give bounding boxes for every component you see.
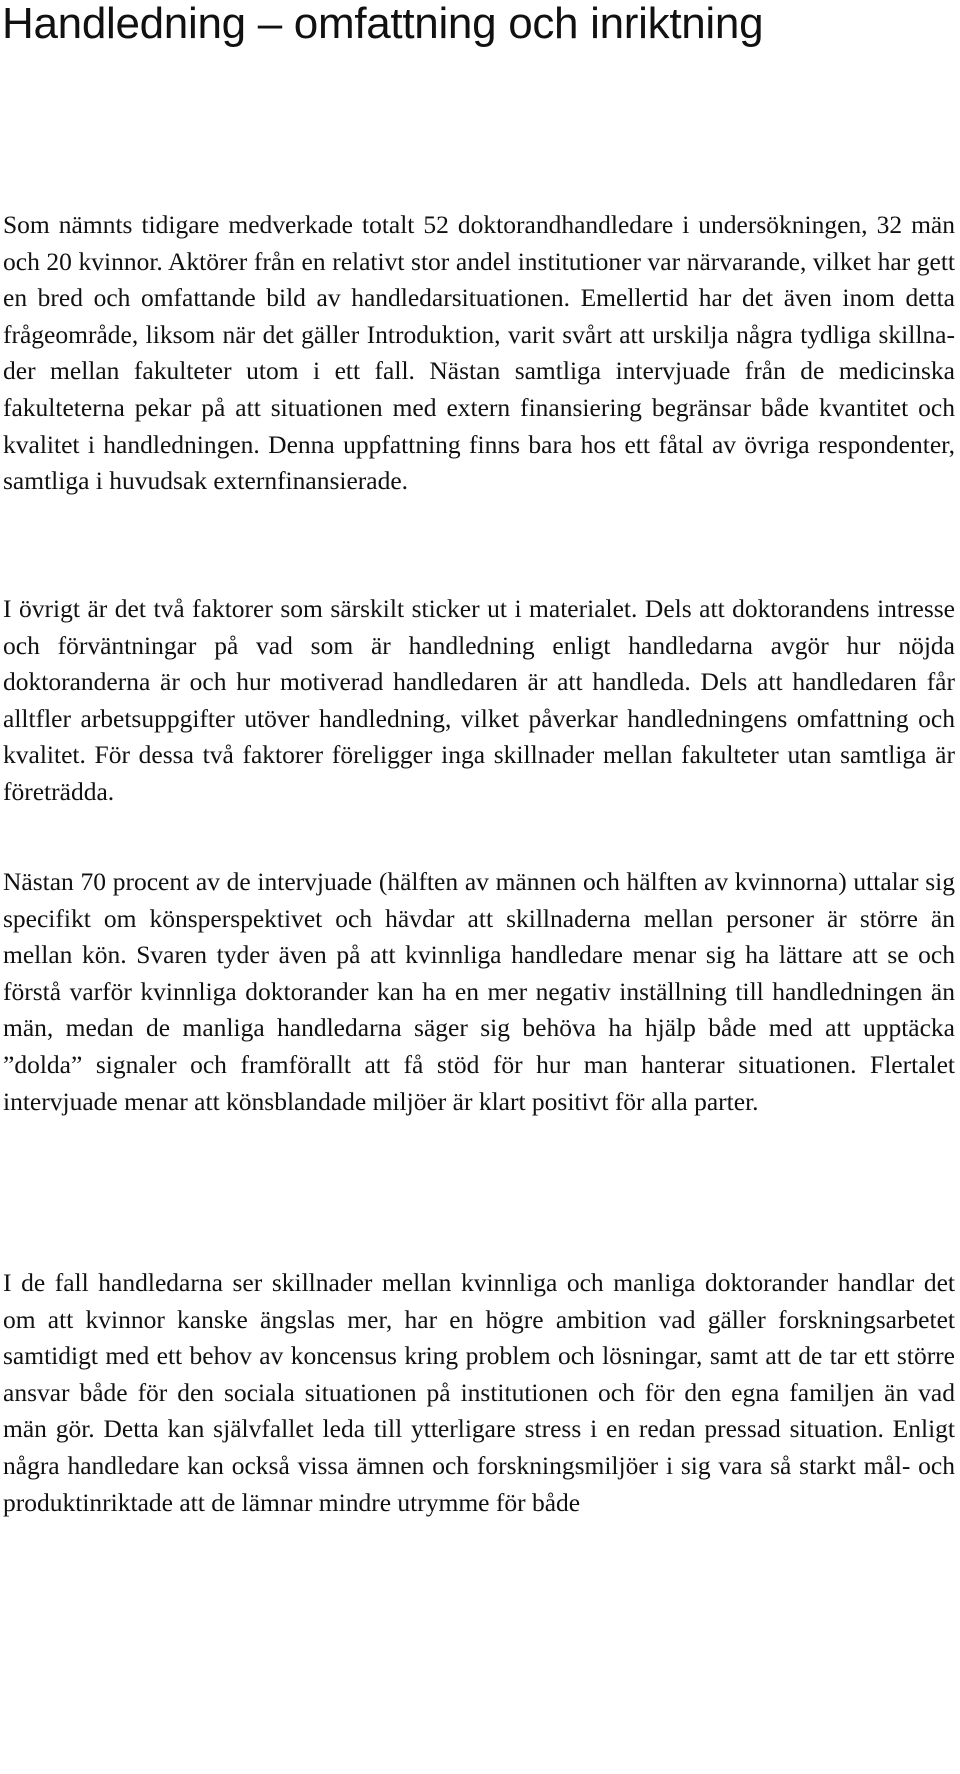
body-paragraph: Nästan 70 procent av de intervjuade (hälften av männen och hälften av kvinnorna) uttalar sig specifikt om könsperspektivet och hävdar att skillnaderna mellan personer är större än mellan kön. Svaren tyder även på att kvinnliga handledare menar sig ha lättare att se och förstå varför kvinnliga doktorander kan ha en mer negativ inställning till handledningen än män, medan de manliga handledarna säger sig behöva ha hjälp både med att upptäcka ”dolda” signaler och framförallt att få stöd för hur man hanterar situationen. Flertalet intervjuade menar att könsblandade miljöer är klart positivt för alla parter. [3, 867, 955, 1116]
body-paragraph: I de fall handledarna ser skillnader mellan kvinnliga och manliga doktorander handlar det om att kvinnor kanske ängslas mer, har en högre ambition vad gäller forskningsarbetet samtidigt med ett behov av koncensus kring problem och lösningar, samt att de tar ett större ansvar både för den sociala situationen på institutionen och för den egna familjen än vad män gör. Detta kan självfallet leda till ytterligare stress i en redan pressad situation. Enligt några handledare kan också vissa ämnen och forskningsmiljöer i sig vara så starkt mål- och produktinriktade att de lämnar mindre utrymme för både [3, 1268, 955, 1517]
body-paragraph: Som nämnts tidigare medverkade totalt 52 doktorandhandledare i undersökningen, 32 män och 20 kvinnor. Aktörer från en relativt stor andel institutioner var närvarande, vilket har gett en bred och omfattande bild av handledarsituationen. Emellertid har det även inom detta frågeområde, liksom när det gäller Introduktion, varit svårt att urskilja några tydliga skillnader mellan fakulteter utom i ett fall. Nästan samtliga intervjuade från de medicinska fakulteterna pekar på att situationen med extern finansiering begränsar både kvantitet och kvalitet i handledningen. Denna uppfattning finns bara hos ett fåtal av övriga respondenter, samtliga i huvudsak externfinansierade. [3, 210, 955, 496]
body-paragraph: I övrigt är det två faktorer som särskilt sticker ut i materialet. Dels att doktorandens intresse och förväntningar på vad som är handledning enligt handledarna avgör hur nöjda doktoranderna är och hur motiverad handledaren är att handleda. Dels att handledaren får alltfler arbetsuppgifter utöver handledning, vilket påverkar handledningens omfattning och kvalitet. För dessa två faktorer föreligger inga skillnader mellan fakulteter utan samtliga är företrädda. [3, 594, 955, 806]
page-title: Handledning – omfattning och inriktning [2, 0, 764, 48]
